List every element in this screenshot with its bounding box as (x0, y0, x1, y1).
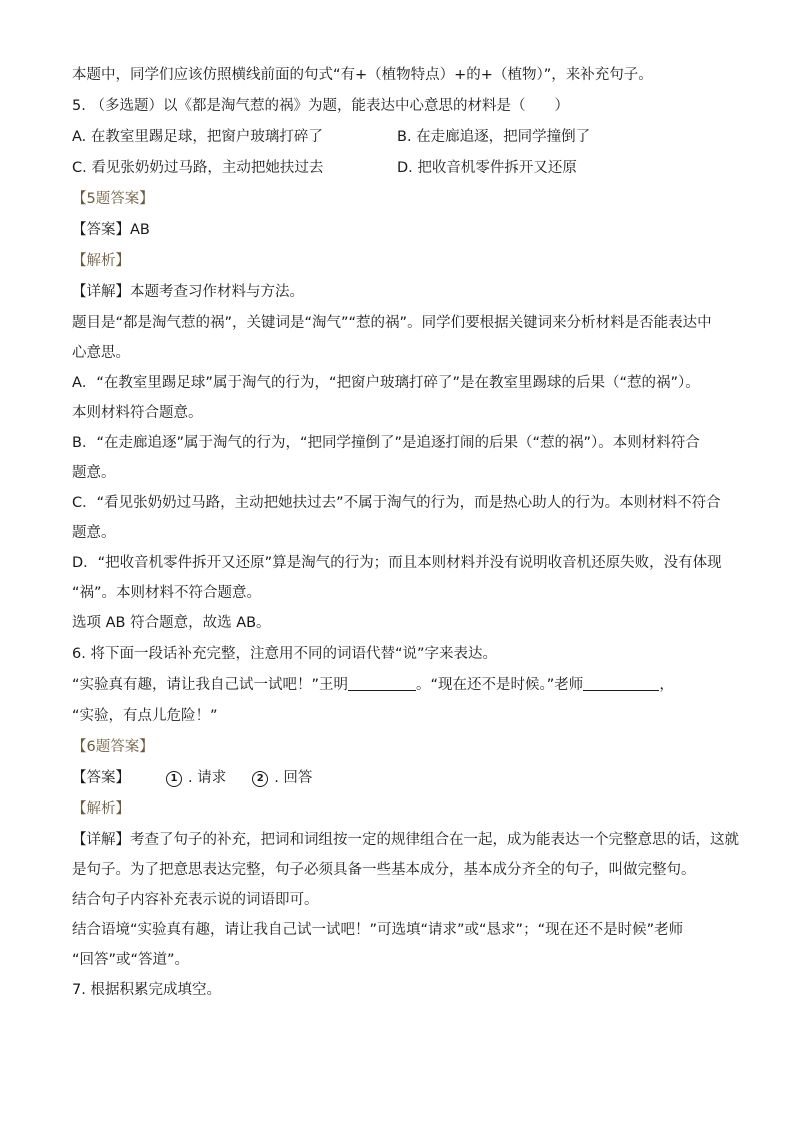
text-line: “回答”或“答道”。 (72, 952, 190, 968)
circled-number-2: 2 (252, 771, 268, 787)
text-line: “祸”。本则材料不符合题意。 (72, 585, 262, 601)
document-page (72, 60, 739, 1006)
fill-blank-1 (348, 673, 416, 691)
answer-item-1: . 请求 (188, 770, 227, 786)
text-line: 题意。 (72, 465, 116, 481)
question-5: 5. （多选题）以《都是淘气惹的祸》为题，能表达中心意思的材料是（ ） (72, 98, 569, 114)
choice-b: B. 在走廊追逐，把同学撞倒了 (397, 129, 591, 145)
text-line: D．“把收音机零件拆开又还原”算是淘气的行为；而且本则材料并没有说明收音机还原失败，没有体现 (72, 555, 722, 571)
text-line: 心意思。 (72, 345, 130, 361)
sentence-part: 。“现在还不是时候。”老师 (416, 677, 584, 693)
text-line: B．“在走廊追逐”属于淘气的行为，“把同学撞倒了”是追逐打闹的后果（“惹的祸”）。本则材料符合 (72, 435, 700, 451)
text-line: 是句子。为了把意思表达完整，句子必须具备一些基本成分，基本成分齐全的句子，叫做完整句。 (72, 862, 696, 878)
question-6-sentence (72, 670, 732, 701)
choices-row (72, 122, 732, 153)
analysis-label-6: 【解析】 (72, 801, 130, 817)
sentence-part: ， (659, 677, 674, 693)
question-6: 6. 将下面一段话补充完整，注意用不同的词语代替“说”字来表达。 (72, 646, 497, 662)
answer-heading-6: 【6题答案】 (72, 739, 154, 755)
conclusion-5: 选项 AB 符合题意，故选 AB。 (72, 615, 271, 631)
text-line: 本题中，同学们应该仿照横线前面的句式“有+（植物特点）+的+（植物）”，来补充句子。 (72, 67, 653, 83)
text-line: 题意。 (72, 525, 116, 541)
question-6-sentence-2: “实验，有点儿危险！” (72, 708, 218, 724)
text-line: 结合语境“实验真有趣，请让我自己试一试吧！”可选填“请求”或“恳求”；“现在还不是时候”老师 (72, 922, 684, 938)
fill-blank-2 (583, 673, 659, 691)
answer-5: 【答案】AB (72, 222, 150, 238)
circled-number-1: 1 (166, 771, 182, 787)
answer-6 (72, 763, 732, 794)
choice-c: C. 看见张奶奶过马路，主动把她扶过去 (72, 160, 324, 176)
answer-label: 【答案】 (72, 770, 130, 786)
choice-a: A. 在教室里踢足球，把窗户玻璃打碎了 (72, 129, 323, 145)
choice-d: D. 把收音机零件拆开又还原 (397, 160, 577, 176)
sentence-part: “实验真有趣，请让我自己试一试吧！”王明 (72, 677, 349, 693)
detail-5: 【详解】本题考查习作材料与方法。 (72, 284, 304, 300)
question-7: 7. 根据积累完成填空。 (72, 982, 221, 998)
text-line: 本则材料符合题意。 (72, 405, 203, 421)
text-line: C．“看见张奶奶过马路，主动把她扶过去”不属于淘气的行为，而是热心助人的行为。本则材料不符合 (72, 495, 721, 511)
answer-item-2: . 回答 (274, 770, 313, 786)
text-line: 结合句子内容补充表示说的词语即可。 (72, 892, 319, 908)
text-line: 【详解】考查了句子的补充，把词和词组按一定的规律组合在一起，成为能表达一个完整意思的话，这就 (72, 832, 739, 848)
analysis-label-5: 【解析】 (72, 253, 130, 269)
text-line: 题目是“都是淘气惹的祸”，关键词是“淘气”“惹的祸”。同学们要根据关键词来分析材料是否能表达中 (72, 315, 712, 331)
answer-heading-5: 【5题答案】 (72, 191, 154, 207)
text-line: A．“在教室里踢足球”属于淘气的行为，“把窗户玻璃打碎了”是在教室里踢球的后果（“惹的祸”）。 (72, 375, 700, 391)
choices-row (72, 153, 732, 184)
